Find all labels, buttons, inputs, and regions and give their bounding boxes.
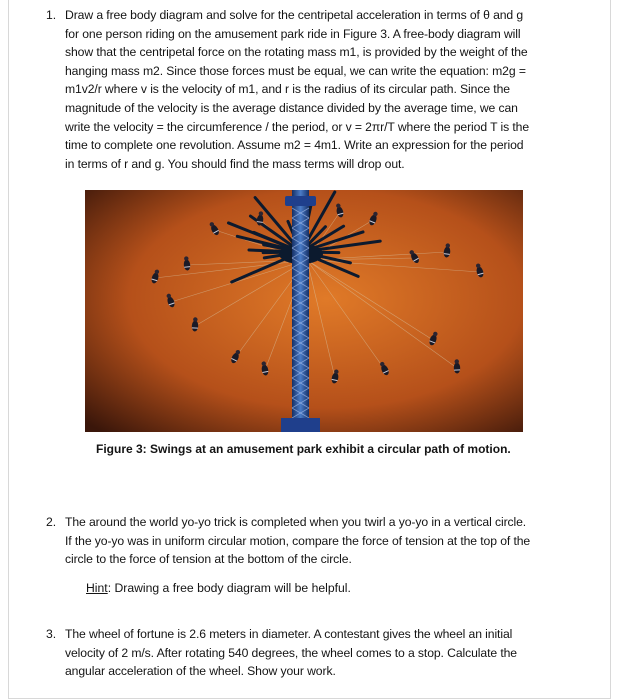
question-1-line: m1v2/r where v is the velocity of m1, and r is the radius of its circular path. Since the xyxy=(65,82,510,97)
question-1-line: write the velocity = the circumference / the period, or v = 2πr/T where the period T is the xyxy=(65,119,530,134)
tower-base xyxy=(281,418,320,432)
question-2-line: circle to the force of tension at the bottom of the circle. xyxy=(65,552,352,567)
question-2-line: The around the world yo-yo trick is completed when you twirl a yo-yo in a vertical circle. xyxy=(65,515,527,529)
question-2-line: If the yo-yo was in uniform circular motion, compare the force of tension at the top of the xyxy=(65,533,531,548)
question-2-hint xyxy=(86,579,351,597)
figure-caption: Figure 3: Swings at an amusement park exhibit a circular path of motion. xyxy=(96,442,511,456)
question-1-line: magnitude of the velocity is the average distance divided by the average time, we can xyxy=(65,100,518,115)
question-2-text xyxy=(65,513,595,569)
question-1-line: Draw a free body diagram and solve for the centripetal acceleration in terms of θ and g xyxy=(65,8,524,22)
question-3-line: velocity of 2 m/s. After rotating 540 degrees, the wheel comes to a stop. Calculate the xyxy=(65,645,517,660)
question-3-text xyxy=(65,625,595,681)
question-3-number: 3. xyxy=(46,627,57,641)
tower-top-cap xyxy=(285,196,316,206)
hint-label: Hint xyxy=(86,581,108,595)
question-3-line: angular acceleration of the wheel. Show your work. xyxy=(65,664,336,679)
question-3-line: The wheel of fortune is 2.6 meters in diameter. A contestant gives the wheel an initial xyxy=(65,627,513,641)
question-1-line: show that the centripetal force on the rotating mass m1, is provided by the weight of the xyxy=(65,45,528,60)
question-1-number: 1. xyxy=(46,8,57,22)
question-1-text xyxy=(65,6,595,173)
question-1-line: time to complete one revolution. Assume m2 = 4m1. Write an expression for the period xyxy=(65,138,524,153)
figure-swing-ride-photo xyxy=(85,190,523,432)
question-2-number: 2. xyxy=(46,515,57,529)
hint-text: : Drawing a free body diagram will be helpful. xyxy=(107,581,351,595)
question-1-line: for one person riding on the amusement park ride in Figure 3. A free-body diagram will xyxy=(65,26,521,41)
question-1-line: in terms of r and g. You should find the mass terms will drop out. xyxy=(65,156,405,171)
question-1-line: hanging mass m2. Since those forces must be equal, we can write the equation: m2g = xyxy=(65,63,526,78)
